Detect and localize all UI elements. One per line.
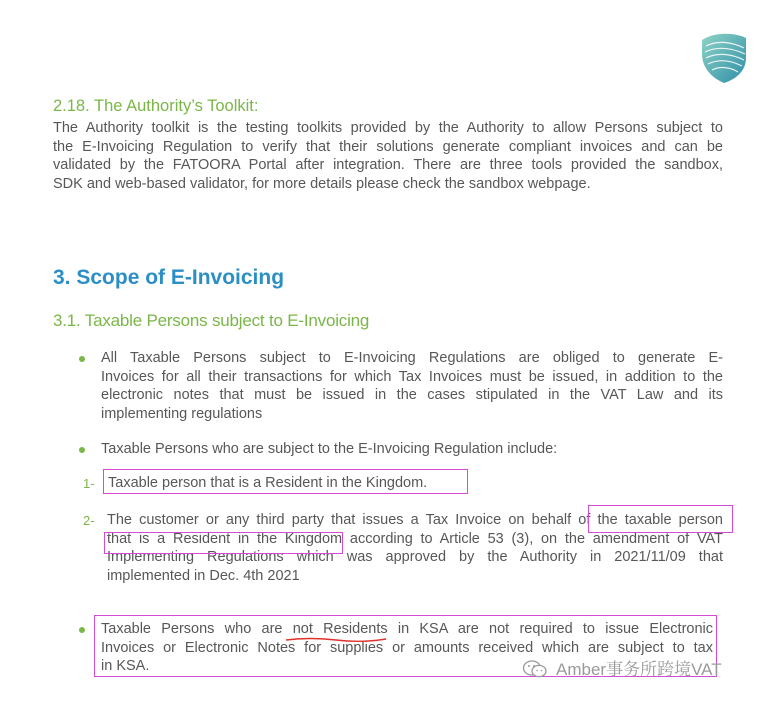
section-heading-scope: 3. Scope of E-Invoicing: [53, 266, 285, 289]
list-number: 2-: [83, 513, 95, 528]
bullet-paragraph-include: Taxable Persons who are subject to the E-Invoicing Regulation include:: [101, 441, 558, 457]
list-number: 1-: [83, 476, 95, 491]
paragraph-line: Taxable Persons who are not Residents in KSA are not required to issue Electronic: [101, 621, 713, 637]
list-item-resident: Taxable person that is a Resident in the Kingdom.: [108, 475, 428, 491]
paragraph-line: implementing regulations: [101, 405, 263, 422]
highlight-box: [103, 469, 468, 494]
bullet-marker: [79, 447, 85, 453]
red-underline-mark: [285, 636, 387, 644]
paragraph-line: electronic notes that must be issued in the cases stipulated in the VAT Law and its: [101, 387, 723, 403]
bullet-paragraph-obligation: [101, 349, 723, 423]
paragraph-line: Implementing Regulations which was approved by the Authority in 2021/11/09 that: [107, 549, 723, 565]
subsection-heading-taxable-persons: 3.1. Taxable Persons subject to E-Invoicing: [53, 311, 370, 330]
paragraph-line: The Authority toolkit is the testing toolkits provided by the Authority to allow Persons subject to: [53, 120, 723, 136]
section-heading-toolkit: 2.18. The Authority’s Toolkit:: [53, 97, 259, 115]
paragraph-line: SDK and web-based validator, for more details please check the sandbox webpage.: [53, 175, 591, 192]
paragraph-line: The customer or any third party that issues a Tax Invoice on behalf of the taxable person: [107, 512, 723, 528]
paragraph-line: validated by the FATOORA Portal after integration. There are three tools provided the sandbox,: [53, 157, 723, 173]
highlight-box: [104, 532, 343, 554]
paragraph-line: implemented in Dec. 4th 2021: [107, 567, 300, 584]
watermark-text: Amber事务所跨境VAT: [556, 660, 722, 679]
paragraph-line: in KSA.: [101, 658, 150, 674]
paragraph-line: Invoices for all their transactions for which Tax Invoices must be issued, in addition to the: [101, 368, 723, 385]
highlight-box: [588, 505, 733, 533]
bullet-marker: [79, 356, 85, 362]
paragraph-line: All Taxable Persons subject to E-Invoicing Regulations are obliged to generate E-: [101, 350, 723, 366]
bullet-marker: [79, 627, 85, 633]
authority-logo-icon: [700, 32, 748, 84]
toolkit-paragraph: [53, 119, 723, 193]
paragraph-line: Invoices or Electronic Notes for supplies or amounts received which are subject to tax: [101, 639, 713, 656]
wechat-icon: [522, 659, 548, 679]
paragraph-line: that is a Resident in the Kingdom according to Article 53 (3), on the amendment of VAT: [107, 530, 723, 547]
paragraph-line: the E-Invoicing Regulation to verify that their solutions generate compliant invoices and can be: [53, 138, 723, 155]
